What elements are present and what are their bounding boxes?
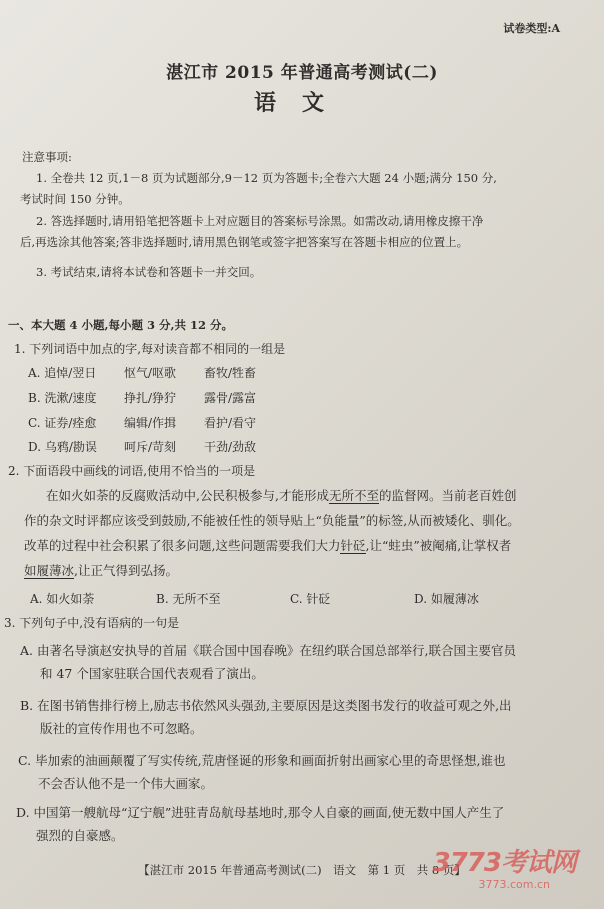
q2-underlined-c: 针砭 (340, 538, 366, 553)
q1-option-c-pair3: 看护/看守 (204, 416, 257, 430)
q3-option-a: A. 由著名导演赵安执导的首届《联合国中国春晚》在纽约联合国总部举行,联合国主要官员 (20, 643, 516, 658)
q2-p1b: 的监督网。当前老百姓创 (378, 488, 517, 503)
q1-option-c-pair2: 编辑/作揖 (124, 416, 177, 430)
section-heading: 一、本大题 4 小题,每小题 3 分,共 12 分。 (8, 318, 234, 332)
q1-option-d-pair3: 干劲/劲敌 (204, 440, 257, 454)
q1-option-a-pair3: 畜牧/牲畜 (204, 366, 257, 380)
q2-p3b: ,让“蛀虫”被阉痛,让掌权者 (365, 538, 512, 553)
q1-option-b: B. 洗漱/速度 (28, 391, 97, 405)
notice-heading: 注意事项: (22, 150, 72, 164)
q3-option-d: D. 中国第一艘航母“辽宁舰”进驻青岛航母基地时,那令人自豪的画面,使无数中国人产生了 (16, 805, 505, 820)
q2-p3a: 改革的过程中社会积累了很多问题,这些问题需要我们大力 (24, 538, 341, 553)
q1-option-a: A. 追悼/翌日 (28, 366, 97, 380)
q2-p1a: 在如火如荼的反腐败活动中,公民积极参与,才能形成 (46, 488, 329, 503)
q3-option-c-cont: 不会否认他不是一个伟大画家。 (38, 776, 214, 791)
q1-option-b-pair3: 露骨/露富 (204, 391, 257, 405)
q2-passage-line-2: 作的杂文时评都应该受到鼓励,不能被任性的领导贴上“负能量”的标签,从而被矮化、驯化。 (24, 513, 520, 528)
q1-option-d-pair2: 呵斥/苛刻 (124, 440, 177, 454)
q2-stem: 2. 下面语段中画线的词语,使用不恰当的一项是 (8, 464, 256, 478)
exam-title: 湛江市 2015 年普通高考测试(二) (166, 63, 438, 83)
q1-option-a-pair2: 怄气/呕歌 (124, 366, 177, 380)
notice-item-2-cont: 后,再选涂其他答案;答非选择题时,请用黑色钢笔或签字把答案写在答题卡相应的位置上。 (20, 235, 469, 249)
notice-item-1-cont: 考试时间 150 分钟。 (20, 192, 130, 206)
q3-option-d-cont: 强烈的自豪感。 (36, 828, 124, 843)
q3-option-b-cont: 版社的宣传作用也不可忽略。 (40, 721, 203, 736)
q1-option-c: C. 证券/痊愈 (28, 416, 97, 430)
watermark-url: 3773.com.cn (478, 878, 550, 891)
q1-option-d: D. 乌鸦/勘误 (28, 440, 97, 454)
q2-underlined-d: 如履薄冰 (24, 563, 75, 578)
q3-option-a-cont: 和 47 个国家驻联合国代表观看了演出。 (40, 666, 264, 681)
q1-option-b-pair2: 挣扎/狰狞 (124, 391, 177, 405)
q2-option-d: D. 如履薄冰 (414, 592, 479, 606)
q2-passage-line-4 (24, 558, 178, 583)
q2-underlined-b: 无所不至 (328, 488, 379, 503)
q2-option-a: A. 如火如荼 (30, 592, 95, 606)
q2-option-c: C. 针砭 (290, 592, 331, 606)
q2-option-b: B. 无所不至 (156, 592, 221, 606)
q2-passage-line-3 (24, 533, 511, 558)
notice-item-3: 3. 考试结束,请将本试卷和答题卡一并交回。 (36, 265, 262, 279)
q3-option-c: C. 毕加索的油画颠覆了写实传统,荒唐怪诞的形象和画面折射出画家心里的奇思怪想,谁也 (18, 753, 506, 768)
subject-title: 语文 (253, 90, 350, 116)
q3-stem: 3. 下列句子中,没有语病的一句是 (4, 616, 180, 630)
page-footer: 【湛江市 2015 年普通高考测试(二) 语文 第 1 页 共 8 页】 (138, 863, 466, 877)
watermark-logo: 3773考试网 (432, 848, 576, 878)
paper-type-label: 试卷类型:A (503, 22, 560, 35)
q2-p4b: ,让正气得到弘扬。 (74, 563, 178, 578)
notice-item-2: 2. 答选择题时,请用铅笔把答题卡上对应题目的答案标号涂黑。如需改动,请用橡皮擦干净 (36, 214, 484, 228)
notice-item-1: 1. 全卷共 12 页,1－8 页为试题部分,9－12 页为答题卡;全卷六大题 24 小题;满分 150 分, (36, 171, 497, 185)
q2-passage-line-1 (46, 483, 516, 508)
q1-stem: 1. 下列词语中加点的字,每对读音都不相同的一组是 (14, 342, 286, 356)
q3-option-b: B. 在图书销售排行榜上,励志书依然风头强劲,主要原因是这类图书发行的收益可观之外,出 (20, 698, 512, 713)
